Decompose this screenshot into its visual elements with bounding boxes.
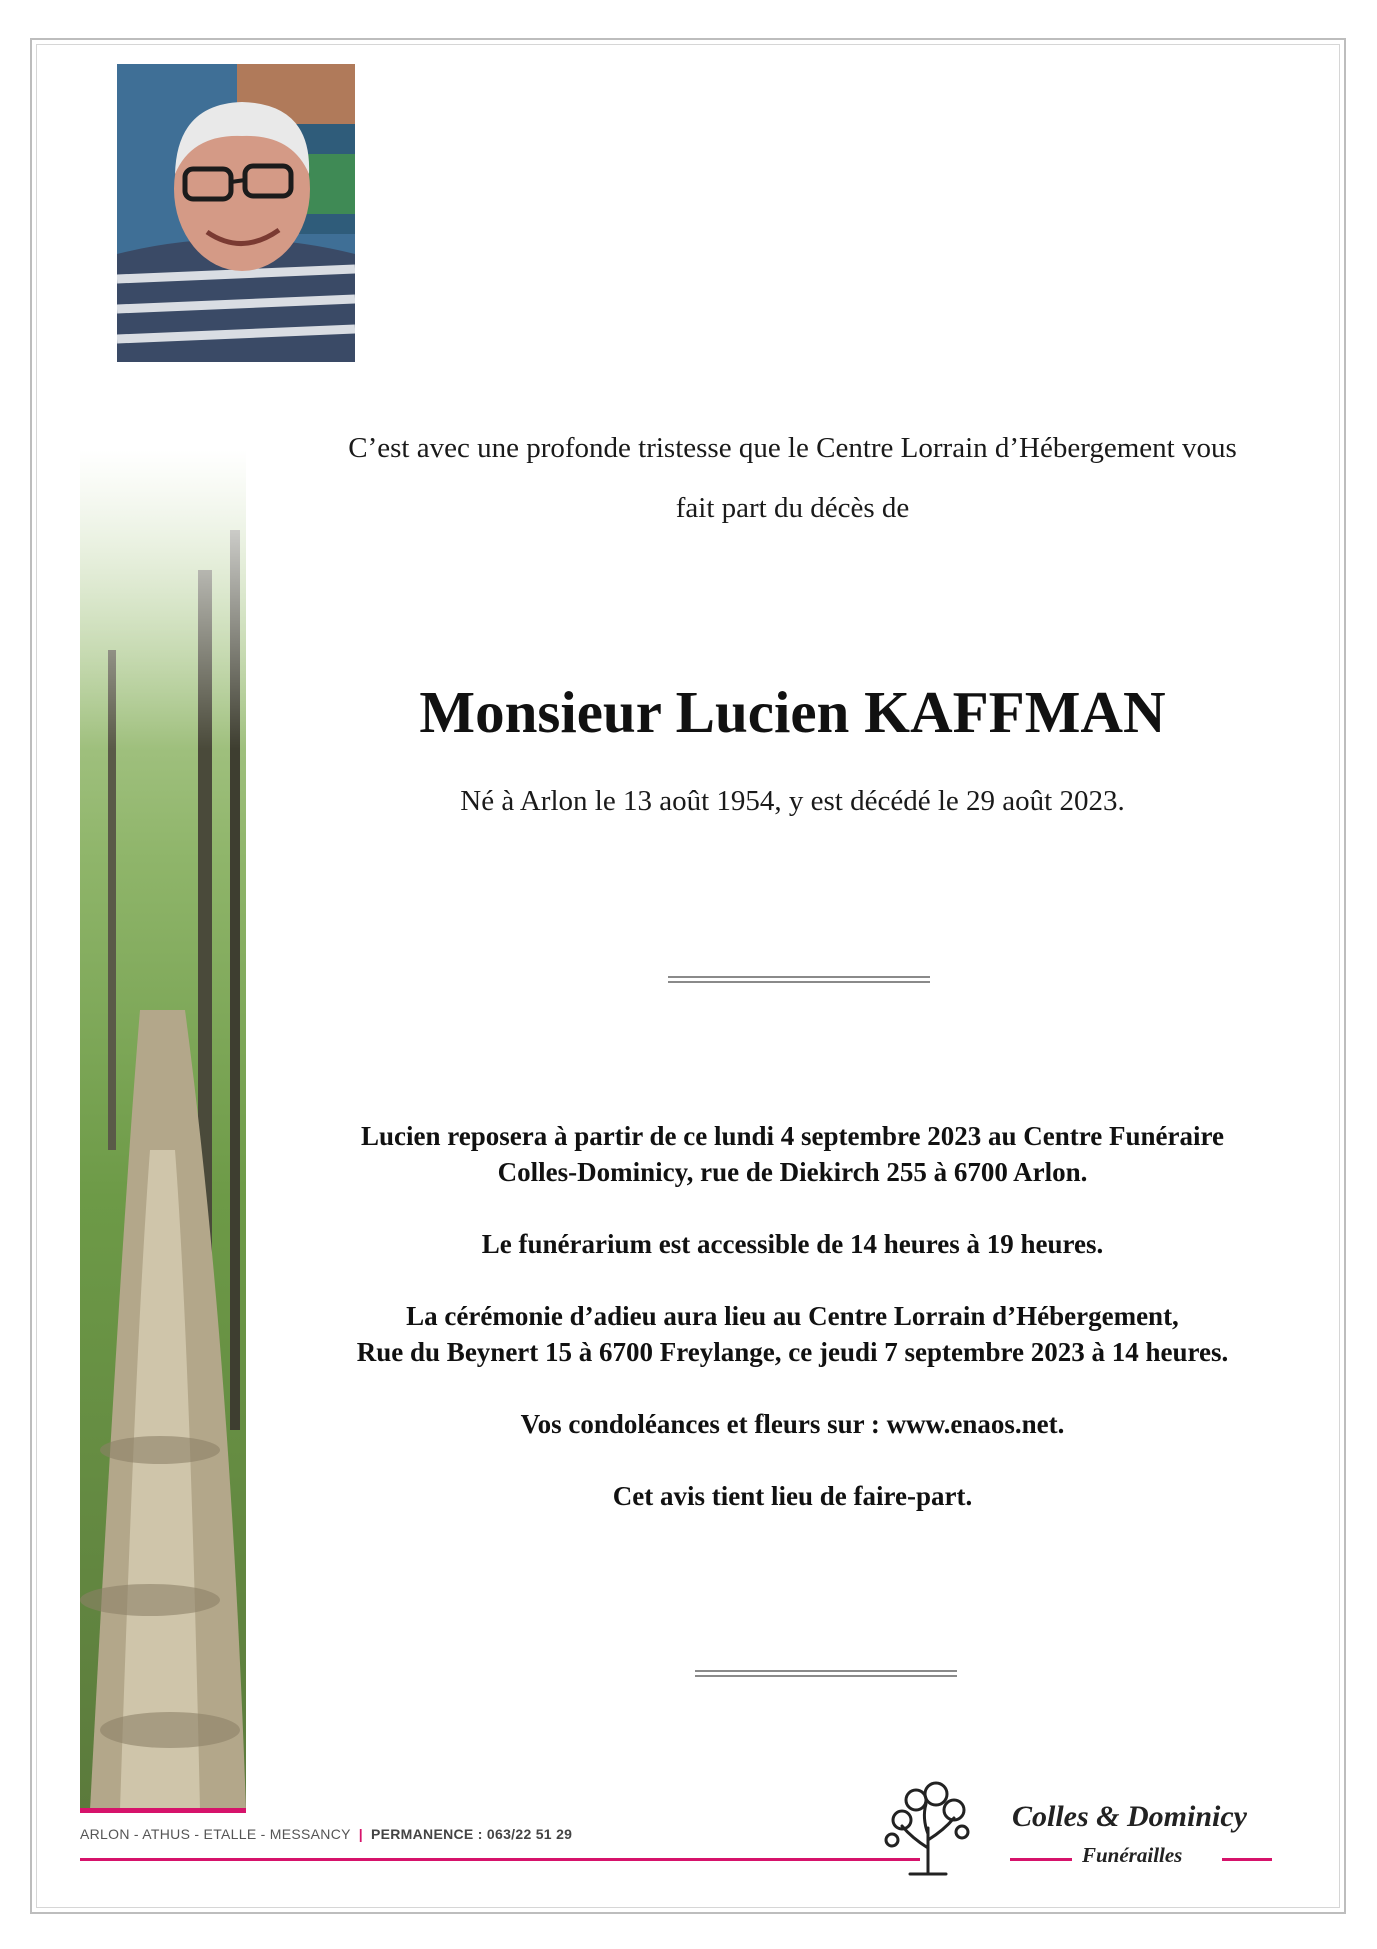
condolences-info: Vos condoléances et fleurs sur : www.enaos.net. xyxy=(520,1409,1065,1439)
intro-line-2: fait part du décès de xyxy=(675,492,910,524)
footer-accent-line xyxy=(80,1858,920,1861)
funeral-details xyxy=(250,1118,1335,1550)
tree-icon xyxy=(882,1778,974,1878)
forest-accent-bar xyxy=(80,1808,246,1813)
deceased-dates: Né à Arlon le 13 août 1954, y est décédé le 29 août 2023. xyxy=(460,785,1125,817)
deceased-name: Monsieur Lucien KAFFMAN xyxy=(419,679,1166,745)
rest-info xyxy=(250,1118,1335,1190)
ceremony-info xyxy=(250,1298,1335,1370)
intro-line-1: C’est avec une profonde tristesse que le Centre Lorrain d’Hébergement vous xyxy=(348,432,1237,464)
ceremony-line-1: La cérémonie d’adieu aura lieu au Centre Lorrain d’Hébergement, xyxy=(406,1301,1179,1331)
portrait-photo xyxy=(117,64,355,362)
rest-line-2: Colles-Dominicy, rue de Diekirch 255 à 6700 Arlon. xyxy=(497,1157,1088,1187)
logo-name: Colles & Dominicy xyxy=(1012,1800,1247,1833)
footer-locations: ARLON - ATHUS - ETALLE - MESSANCY xyxy=(80,1826,351,1842)
notice-info: Cet avis tient lieu de faire-part. xyxy=(612,1481,973,1511)
hours-info: Le funérarium est accessible de 14 heures à 19 heures. xyxy=(481,1229,1104,1259)
forest-path-image xyxy=(80,450,246,1810)
rest-line-1: Lucien reposera à partir de ce lundi 4 septembre 2023 au Centre Funéraire xyxy=(361,1121,1224,1151)
intro-text xyxy=(250,418,1335,538)
footer-permanence: PERMANENCE : 063/22 51 29 xyxy=(371,1826,573,1842)
divider-top xyxy=(668,976,930,983)
logo-accent-left xyxy=(1010,1858,1072,1861)
divider-bottom xyxy=(695,1670,957,1677)
logo-accent-right xyxy=(1222,1858,1272,1861)
logo-subtitle: Funérailles xyxy=(1082,1843,1183,1867)
footer-separator: | xyxy=(358,1826,363,1842)
ceremony-line-2: Rue du Beynert 15 à 6700 Freylange, ce jeudi 7 septembre 2023 à 14 heures. xyxy=(356,1337,1229,1367)
footer-info xyxy=(80,1826,572,1842)
